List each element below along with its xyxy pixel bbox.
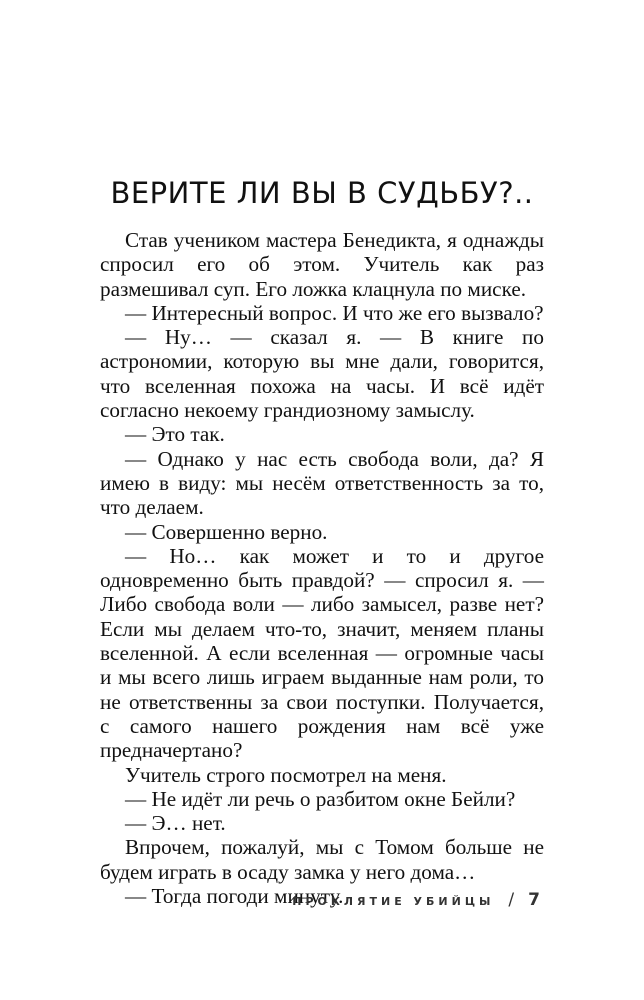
paragraph: — Интересный вопрос. И что же его вызвало? bbox=[125, 300, 544, 325]
paragraph: — Однако у нас есть свобода воли, да? Я имею в виду: мы несём ответственность за то, что делаем. bbox=[100, 446, 544, 520]
paragraph: — Тогда погоди минуту. bbox=[125, 884, 344, 909]
folio-separator: / bbox=[508, 890, 515, 910]
page-number: 7 bbox=[528, 890, 540, 910]
paragraph: — Не идёт ли речь о разбитом окне Бейли? bbox=[125, 786, 516, 811]
chapter-title: ВЕРИТЕ ЛИ ВЫ В СУДЬБУ?.. bbox=[110, 176, 534, 210]
paragraph: — Совершенно верно. bbox=[125, 519, 328, 544]
paragraph: — Ну… — сказал я. — В книге по астрономии, которую вы мне дали, говорится, что вселенная похожа на часы. И всё идёт согласно некоему грандиозному замыслу. bbox=[100, 325, 544, 423]
page-footer bbox=[292, 890, 540, 910]
body-text bbox=[100, 228, 544, 908]
paragraph: — Это так. bbox=[125, 422, 225, 447]
paragraph: — Э… нет. bbox=[125, 811, 226, 836]
running-head: ПРОКЛЯТИЕ УБИЙЦЫ bbox=[292, 895, 495, 908]
paragraph: Став учеником мастера Бенедикта, я однажды спросил его об этом. Учитель как раз размешивал суп. Его ложка клацнула по миске. bbox=[100, 228, 544, 301]
paragraph: — Но… как может и то и другое одновременно быть правдой? — спросил я. — Либо свобода воли — либо замысел, разве нет? Если мы делаем что-то, значит, меняем планы вселенной. А если вселенная — огромные часы и мы всего лишь играем выданные нам роли, то не ответственны за свои поступки. Получается, с самого нашего рождения нам всё уже предначертано? bbox=[100, 543, 544, 763]
paragraph: Учитель строго посмотрел на меня. bbox=[125, 762, 447, 787]
paragraph: Впрочем, пожалуй, мы с Томом больше не будем играть в осаду замка у него дома… bbox=[100, 835, 544, 884]
